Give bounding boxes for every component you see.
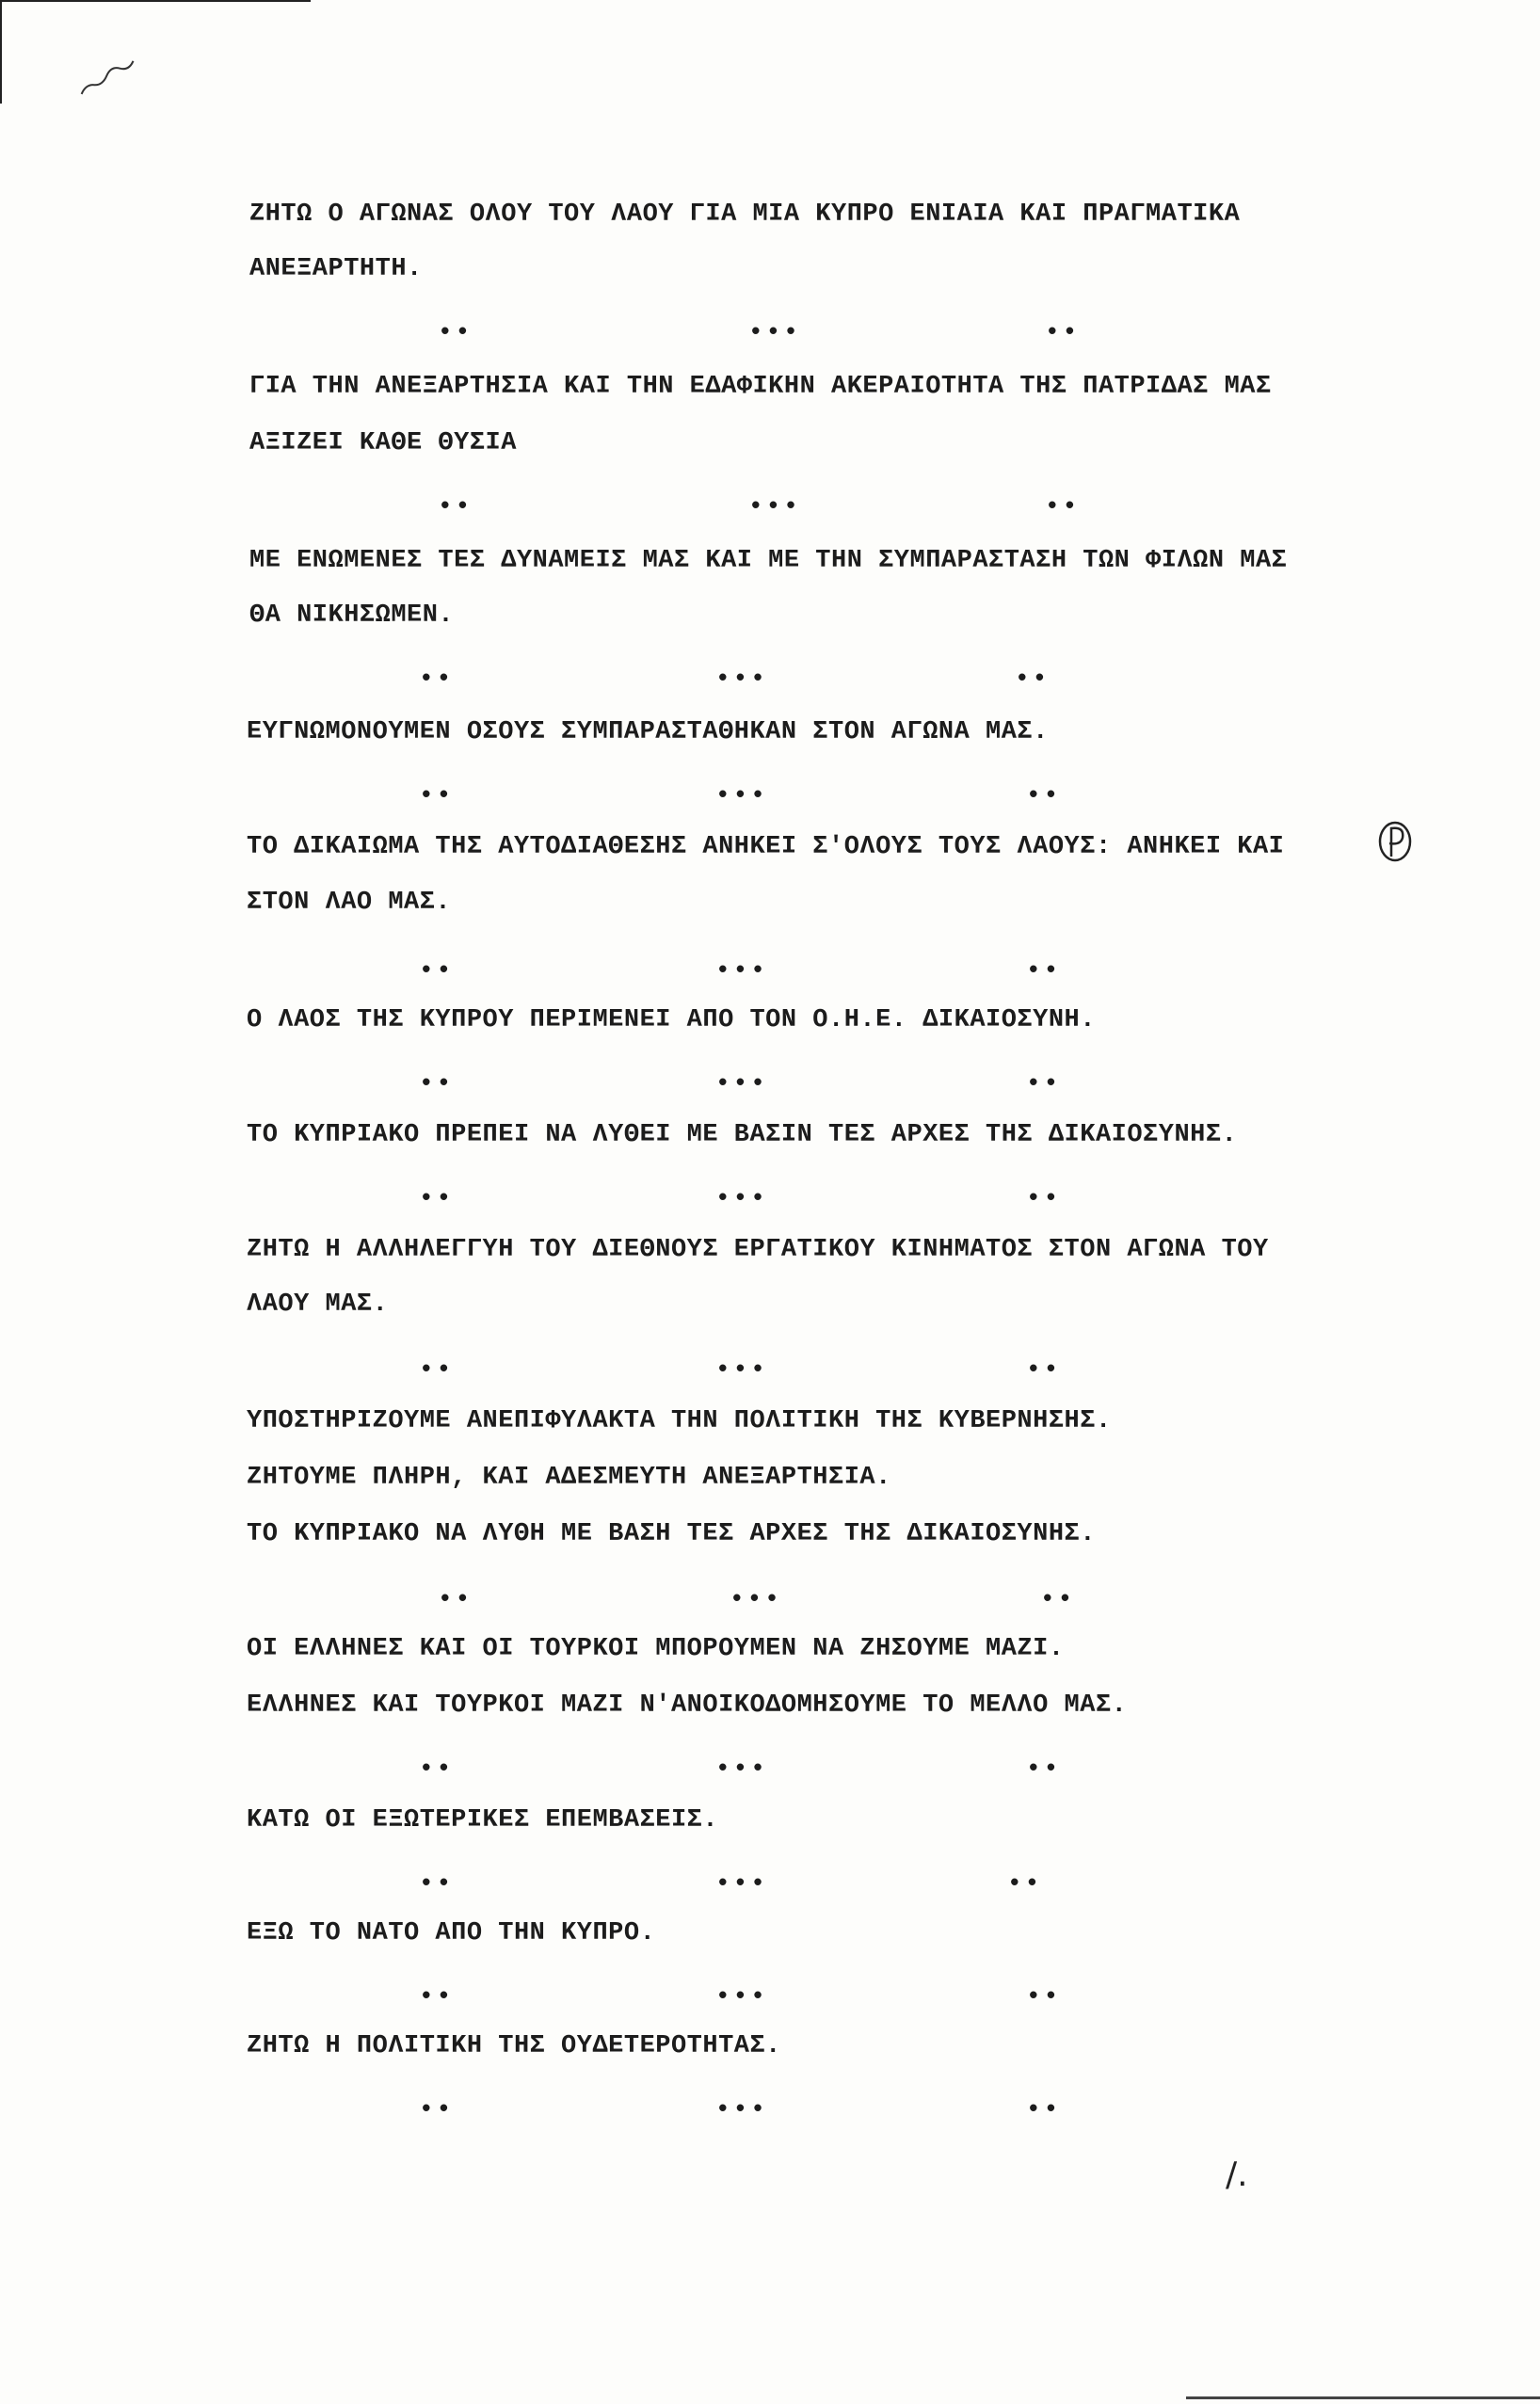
separator-dots: •••	[715, 665, 768, 693]
separator-dots: ••	[419, 665, 455, 693]
separator-dots: •••	[715, 1069, 768, 1098]
slogan-line: ΘΑ ΝΙΚΗΣΩΜΕΝ.	[249, 601, 455, 630]
separator-dots: ••	[419, 956, 455, 985]
separator-dots: •••	[715, 1869, 768, 1898]
separator-dots: ••	[1015, 665, 1051, 693]
separator-dots: •••	[730, 1585, 782, 1613]
separator-dots: ••	[1007, 1869, 1043, 1898]
slogan-line: ΤΟ ΚΥΠΡΙΑΚΟ ΝΑ ΛΥΘΗ ΜΕ ΒΑΣΗ ΤΕΣ ΑΡΧΕΣ ΤΗΣ ΔΙΚΑΙΟΣΥΝΗΣ.	[247, 1520, 1096, 1548]
separator-dots: •••	[715, 781, 768, 809]
page-edge-left	[0, 0, 2, 104]
separator-dots: ••	[419, 1869, 455, 1898]
separator-dots: •••	[715, 1355, 768, 1384]
separator-dots: ••	[1026, 781, 1062, 809]
separator-dots: ••	[438, 492, 473, 521]
separator-dots: ••	[419, 1755, 455, 1783]
separator-dots: ••	[419, 781, 455, 809]
separator-dots: •••	[748, 318, 801, 346]
slogan-line: ΕΞΩ ΤΟ ΝΑΤΟ ΑΠΟ ΤΗΝ ΚΥΠΡΟ.	[247, 1919, 656, 1947]
slogan-line: ΓΙΑ ΤΗΝ ΑΝΕΞΑΡΤΗΣΙΑ ΚΑΙ ΤΗΝ ΕΔΑΦΙΚΗΝ ΑΚΕΡΑΙΟΤΗΤΑ ΤΗΣ ΠΑΤΡΙΔΑΣ ΜΑΣ	[249, 373, 1272, 401]
separator-dots: ••	[1045, 492, 1081, 521]
slogan-line: ΖΗΤΩ Η ΑΛΛΗΛΕΓΓΥΗ ΤΟΥ ΔΙΕΘΝΟΥΣ ΕΡΓΑΤΙΚΟΥ ΚΙΝΗΜΑΤΟΣ ΣΤΟΝ ΑΓΩΝΑ ΤΟΥ	[247, 1236, 1269, 1264]
slogan-line: ΚΑΤΩ ΟΙ ΕΞΩΤΕΡΙΚΕΣ ΕΠΕΜΒΑΣΕΙΣ.	[247, 1806, 719, 1835]
separator-dots: •••	[715, 1982, 768, 2011]
circled-p-margin-mark	[1376, 819, 1414, 864]
slogan-line: ΥΠΟΣΤΗΡΙΖΟΥΜΕ ΑΝΕΠΙΦΥΛΑΚΤΑ ΤΗΝ ΠΟΛΙΤΙΚΗ ΤΗΣ ΚΥΒΕΡΝΗΣΗΣ.	[247, 1407, 1112, 1435]
separator-dots: ••	[438, 1585, 473, 1613]
slogan-line: ΤΟ ΚΥΠΡΙΑΚΟ ΠΡΕΠΕΙ ΝΑ ΛΥΘΕΙ ΜΕ ΒΑΣΙΝ ΤΕΣ ΑΡΧΕΣ ΤΗΣ ΔΙΚΑΙΟΣΥΝΗΣ.	[247, 1121, 1238, 1149]
separator-dots: •••	[715, 956, 768, 985]
separator-dots: ••	[1026, 1982, 1062, 2011]
slogan-line: Ο ΛΑΟΣ ΤΗΣ ΚΥΠΡΟΥ ΠΕΡΙΜΕΝΕΙ ΑΠΟ ΤΟΝ Ο.Η.Ε. ΔΙΚΑΙΟΣΥΝΗ.	[247, 1006, 1096, 1034]
separator-dots: ••	[419, 1069, 455, 1098]
separator-dots: ••	[1026, 1755, 1062, 1783]
handwritten-scribble	[73, 55, 143, 100]
slogan-line: ΤΟ ΔΙΚΑΙΩΜΑ ΤΗΣ ΑΥΤΟΔΙΑΘΕΣΗΣ ΑΝΗΚΕΙ Σ'ΟΛΟΥΣ ΤΟΥΣ ΛΑΟΥΣ: ΑΝΗΚΕΙ ΚΑΙ	[247, 833, 1285, 861]
separator-dots: ••	[1026, 2095, 1062, 2124]
slogan-line: ΖΗΤΟΥΜΕ ΠΛΗΡΗ, ΚΑΙ ΑΔΕΣΜΕΥΤΗ ΑΝΕΞΑΡΤΗΣΙΑ.	[247, 1464, 891, 1492]
separator-dots: ••	[419, 1355, 455, 1384]
page-edge-top	[0, 0, 311, 2]
page-end-mark: /.	[1226, 2156, 1248, 2194]
slogan-line: ΖΗΤΩ Η ΠΟΛΙΤΙΚΗ ΤΗΣ ΟΥΔΕΤΕΡΟΤΗΤΑΣ.	[247, 2032, 781, 2060]
separator-dots: ••	[1026, 1069, 1062, 1098]
separator-dots: •••	[715, 1184, 768, 1212]
slogan-line: ΛΑΟΥ ΜΑΣ.	[247, 1290, 389, 1319]
separator-dots: ••	[438, 318, 473, 346]
slogan-line: ΕΛΛΗΝΕΣ ΚΑΙ ΤΟΥΡΚΟΙ ΜΑΖΙ Ν'ΑΝΟΙΚΟΔΟΜΗΣΟΥΜΕ ΤΟ ΜΕΛΛΟ ΜΑΣ.	[247, 1691, 1128, 1720]
slogan-line: ΖΗΤΩ Ο ΑΓΩΝΑΣ ΟΛΟΥ ΤΟΥ ΛΑΟΥ ΓΙΑ ΜΙΑ ΚΥΠΡΟ ΕΝΙΑΙΑ ΚΑΙ ΠΡΑΓΜΑΤΙΚΑ	[249, 200, 1241, 229]
separator-dots: •••	[715, 2095, 768, 2124]
separator-dots: ••	[1026, 956, 1062, 985]
separator-dots: ••	[419, 2095, 455, 2124]
slogan-line: ΣΤΟΝ ΛΑΟ ΜΑΣ.	[247, 889, 452, 917]
separator-dots: •••	[715, 1755, 768, 1783]
slogan-line: ΜΕ ΕΝΩΜΕΝΕΣ ΤΕΣ ΔΥΝΑΜΕΙΣ ΜΑΣ ΚΑΙ ΜΕ ΤΗΝ ΣΥΜΠΑΡΑΣΤΑΣΗ ΤΩΝ ΦΙΛΩΝ ΜΑΣ	[249, 547, 1288, 575]
separator-dots: ••	[1026, 1184, 1062, 1212]
slogan-line: ΑΝΕΞΑΡΤΗΤΗ.	[249, 255, 423, 283]
separator-dots: ••	[419, 1982, 455, 2011]
slogan-line: ΕΥΓΝΩΜΟΝΟΥΜΕΝ ΟΣΟΥΣ ΣΥΜΠΑΡΑΣΤΑΘΗΚΑΝ ΣΤΟΝ ΑΓΩΝΑ ΜΑΣ.	[247, 718, 1049, 746]
separator-dots: ••	[1045, 318, 1081, 346]
separator-dots: •••	[748, 492, 801, 521]
separator-dots: ••	[1040, 1585, 1076, 1613]
slogan-line: ΟΙ ΕΛΛΗΝΕΣ ΚΑΙ ΟΙ ΤΟΥΡΚΟΙ ΜΠΟΡΟΥΜΕΝ ΝΑ ΖΗΣΟΥΜΕ ΜΑΖΙ.	[247, 1635, 1065, 1663]
separator-dots: ••	[1026, 1355, 1062, 1384]
page-edge-bottom	[1186, 2396, 1540, 2399]
slogan-line: ΑΞΙΖΕΙ ΚΑΘΕ ΘΥΣΙΑ	[249, 429, 517, 457]
separator-dots: ••	[419, 1184, 455, 1212]
